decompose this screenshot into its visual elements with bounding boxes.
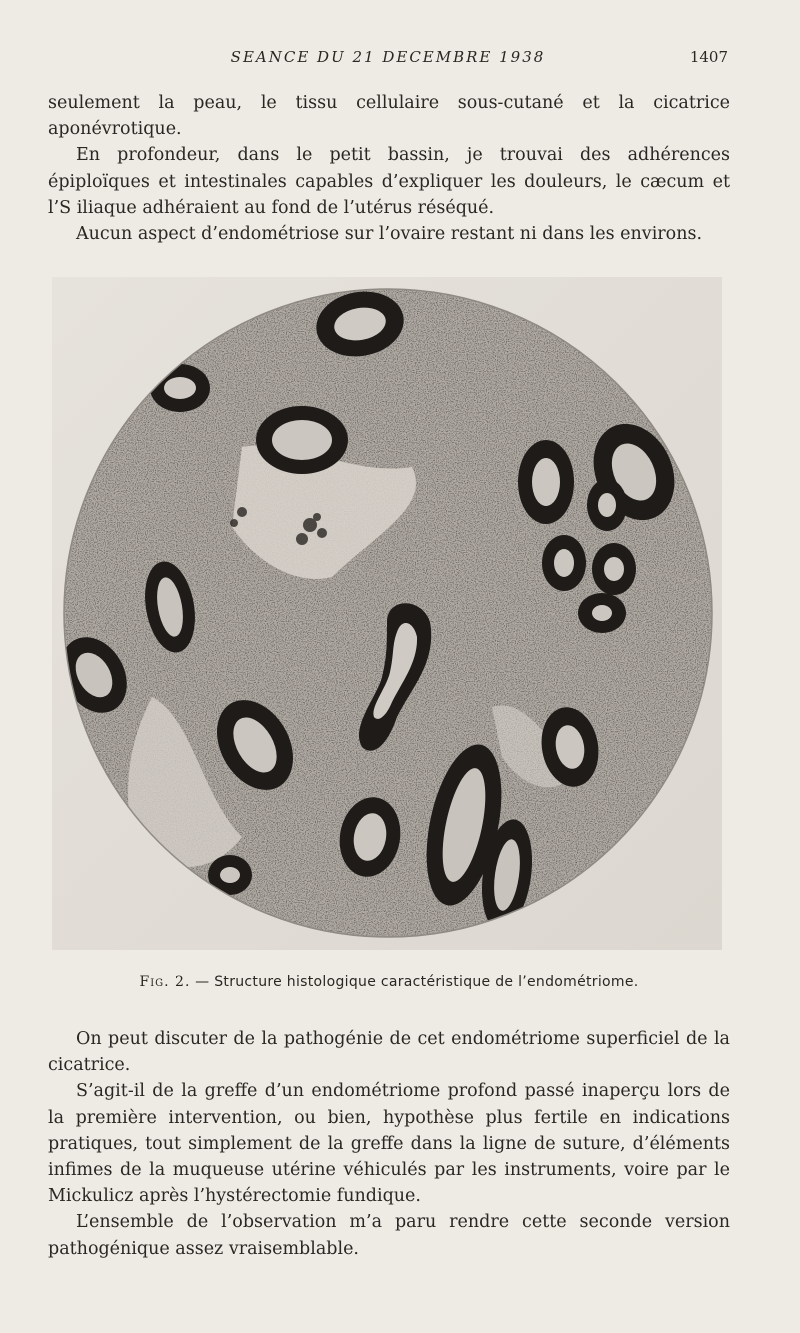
figure-caption	[48, 974, 730, 990]
body-text-bottom	[48, 1026, 730, 1262]
caption-separator: —	[190, 974, 215, 990]
page-header	[48, 46, 728, 70]
paragraph-pathogeny: On peut discuter de la pathogénie de cet endométriome superficiel de la cicatrice.	[48, 1029, 730, 1076]
histology-micrograph-figure	[52, 277, 722, 950]
paragraph-continuation: seulement la peau, le tissu cellulaire sous-cutané et la cicatrice aponévrotique.	[48, 93, 730, 140]
caption-text: Structure histologique caractéristique de l’endométriome.	[214, 974, 639, 990]
figure-label: Fig. 2.	[139, 974, 191, 990]
paragraph-adhesions: En profondeur, dans le petit bassin, je trouvai des adhérences épiploïques et intestinales capables d’expliquer les douleurs, le cæcum et l’S iliaque adhéraient au fond de l’utérus réséqué.	[48, 145, 730, 218]
micrograph-image	[52, 277, 722, 950]
paragraph-ovary: Aucun aspect d’endométriose sur l’ovaire restant ni dans les environs.	[76, 224, 703, 245]
paragraph-hypothesis: S’agit-il de la greffe d’un endométriome profond passé inaperçu lors de la première intervention, ou bien, hypothèse plus fertile en indications pratiques, tout simplement de la greffe dans la ligne de suture, d’éléments infimes de la muqueuse utérine véhiculés par les instruments, voire par le Mickulicz après l’hystérectomie fundique.	[48, 1081, 730, 1207]
paragraph-conclusion: L’ensemble de l’observation m’a paru rendre cette seconde version pathogénique assez vraisemblable.	[48, 1212, 730, 1259]
page-number: 1407	[689, 48, 728, 66]
running-head: SEANCE DU 21 DECEMBRE 1938	[230, 48, 546, 66]
body-text-top	[48, 90, 730, 247]
